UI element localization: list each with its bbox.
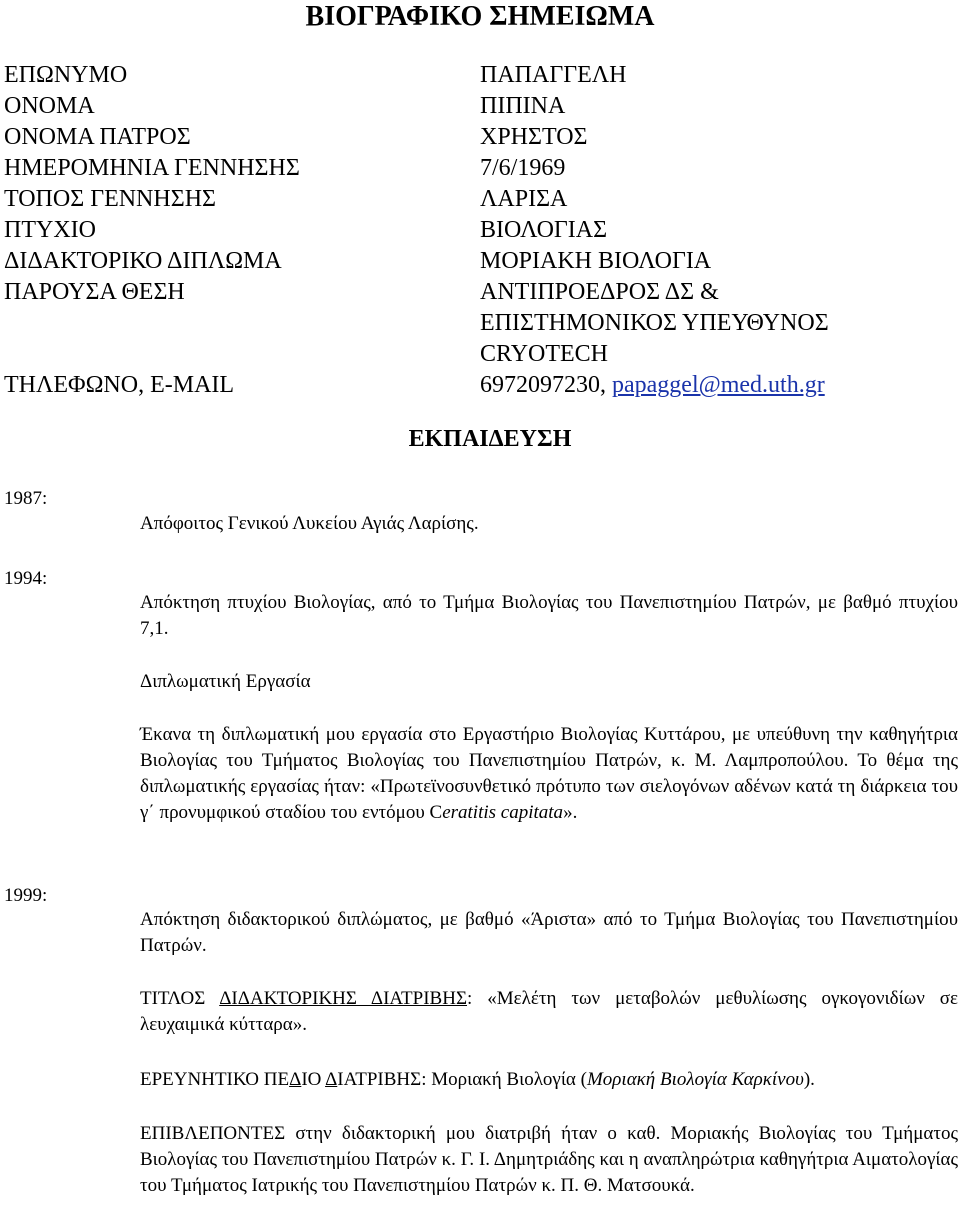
- phd-supervisors: ΕΠΙΒΛΕΠΟΝΤΕΣ στην διδακτορική μου διατριβή ήταν ο καθ. Μοριακής Βιολογίας του Τμήματος Βιολογίας του Πανεπιστημίου Πατρών κ. Γ. Ι. Δημητριάδης και η αναπληρώτρια καθηγήτρια Αιματολογίας του Τμήματος Ιατρικής του Πανεπιστημίου Πατρών κ. Π. Θ. Ματσουκά.: [140, 1123, 958, 1196]
- year-1994: 1994:: [4, 568, 48, 589]
- position-value-line3: CRYOTECH: [480, 341, 609, 367]
- position-value-line1: ΑΝΤΙΠΡΟΕΔΡΟΣ ΔΣ &: [480, 279, 719, 305]
- phd-title-prefix: ΤΙΤΛΟΣ: [140, 988, 220, 1009]
- page-title: ΒΙΟΓΡΑΦΙΚΟ ΣΗΜΕΙΩΜΑ: [305, 1, 655, 32]
- field-prefix: ΕΡΕΥΝΗΤΙΚΟ ΠΕ: [140, 1069, 290, 1090]
- year-1987: 1987:: [4, 488, 48, 509]
- field-underlined-d2: Δ: [325, 1069, 338, 1090]
- phd-label: ΔΙΔΑΚΤΟΡΙΚΟ ΔΙΠΛΩΜΑ: [4, 248, 282, 274]
- year-1999: 1999:: [4, 885, 48, 906]
- email-link[interactable]: papaggel@med.uth.gr: [612, 372, 825, 398]
- surname-value: ΠΑΠΑΓΓΕΛΗ: [480, 62, 627, 88]
- field-italic: Μοριακή Βιολογία Καρκίνου: [586, 1069, 804, 1090]
- birthdate-value: 7/6/1969: [480, 155, 566, 181]
- phone-number: 6972097230,: [480, 372, 612, 398]
- birthdate-label: ΗΜΕΡΟΜΗΝΙΑ ΓΕΝΝΗΣΗΣ: [4, 155, 300, 181]
- contact-label: ΤΗΛΕΦΩΝΟ, E-MAIL: [4, 372, 235, 398]
- thesis-species: eratitis capitata: [442, 802, 564, 823]
- contact-value: [480, 370, 825, 400]
- position-value-line2: ΕΠΙΣΤΗΜΟΝΙΚΟΣ ΥΠΕΥΘΥΝΟΣ: [480, 310, 829, 336]
- phd-thesis-title: [140, 986, 958, 1038]
- surname-label: ΕΠΩΝΥΜΟ: [4, 62, 128, 88]
- degree-label: ΠΤΥΧΙΟ: [4, 217, 96, 243]
- entry-1987: Απόφοιτος Γενικού Λυκείου Αγιάς Λαρίσης.: [140, 513, 479, 534]
- field-mid: ΙΟ: [301, 1069, 326, 1090]
- degree-value: ΒΙΟΛΟΓΙΑΣ: [480, 217, 608, 243]
- field-end: ).: [803, 1069, 815, 1090]
- phd-research-field: [140, 1067, 958, 1093]
- thesis-text: [140, 722, 958, 826]
- phd-title-text: : «Μελέτη των μεταβολών μεθυλίωσης ογκογονιδίων σε λευχαιμικά κύτταρα».: [140, 988, 958, 1035]
- birthplace-label: ΤΟΠΟΣ ΓΕΝΝΗΣΗΣ: [4, 186, 216, 212]
- phd-title-underlined: ΔΙΔΑΚΤΟΡΙΚΗΣ ΔΙΑΤΡΙΒΗΣ: [219, 988, 468, 1009]
- field-underlined-d1: Δ: [289, 1069, 302, 1090]
- name-value: ΠΙΠΙΝΑ: [480, 93, 566, 119]
- phd-value: ΜΟΡΙΑΚΗ ΒΙΟΛΟΓΙΑ: [480, 248, 712, 274]
- father-name-label: ΟΝΟΜΑ ΠΑΤΡΟΣ: [4, 124, 191, 150]
- education-heading: ΕΚΠΑΙΔΕΥΣΗ: [408, 426, 572, 452]
- thesis-heading: Διπλωματική Εργασία: [140, 671, 311, 692]
- father-name-value: ΧΡΗΣΤΟΣ: [480, 124, 588, 150]
- entry-1999: Απόκτηση διδακτορικού διπλώματος, με βαθμό «Άριστα» από το Τμήμα Βιολογίας του Πανεπιστημίου Πατρών.: [140, 909, 958, 956]
- entry-1994: Απόκτηση πτυχίου Βιολογίας, από το Τμήμα Βιολογίας του Πανεπιστημίου Πατρών, με βαθμό πτυχίου 7,1.: [140, 592, 958, 639]
- birthplace-value: ΛΑΡΙΣΑ: [480, 186, 568, 212]
- field-text: ΙΑΤΡΙΒΗΣ: Μοριακή Βιολογία (: [337, 1069, 587, 1090]
- position-label: ΠΑΡΟΥΣΑ ΘΕΣΗ: [4, 279, 185, 305]
- thesis-text-end: ».: [563, 802, 578, 823]
- thesis-text-body: Έκανα τη διπλωματική μου εργασία στο Εργαστήριο Βιολογίας Κυττάρου, με υπεύθυνη την καθηγήτρια Βιολογίας του Τμήματος Βιολογίας του Πανεπιστημίου Πατρών, κ. Μ. Λαμπροπούλου. Το θέμα της διπλωματικής εργασίας ήταν: «Πρωτεϊνοσυνθετικό πρότυπο των σιελογόνων αδένων κατά τη διάρκεια του γ΄ προνυμφικού σταδίου του εντόμου C: [140, 724, 958, 823]
- name-label: ΟΝΟΜΑ: [4, 93, 95, 119]
